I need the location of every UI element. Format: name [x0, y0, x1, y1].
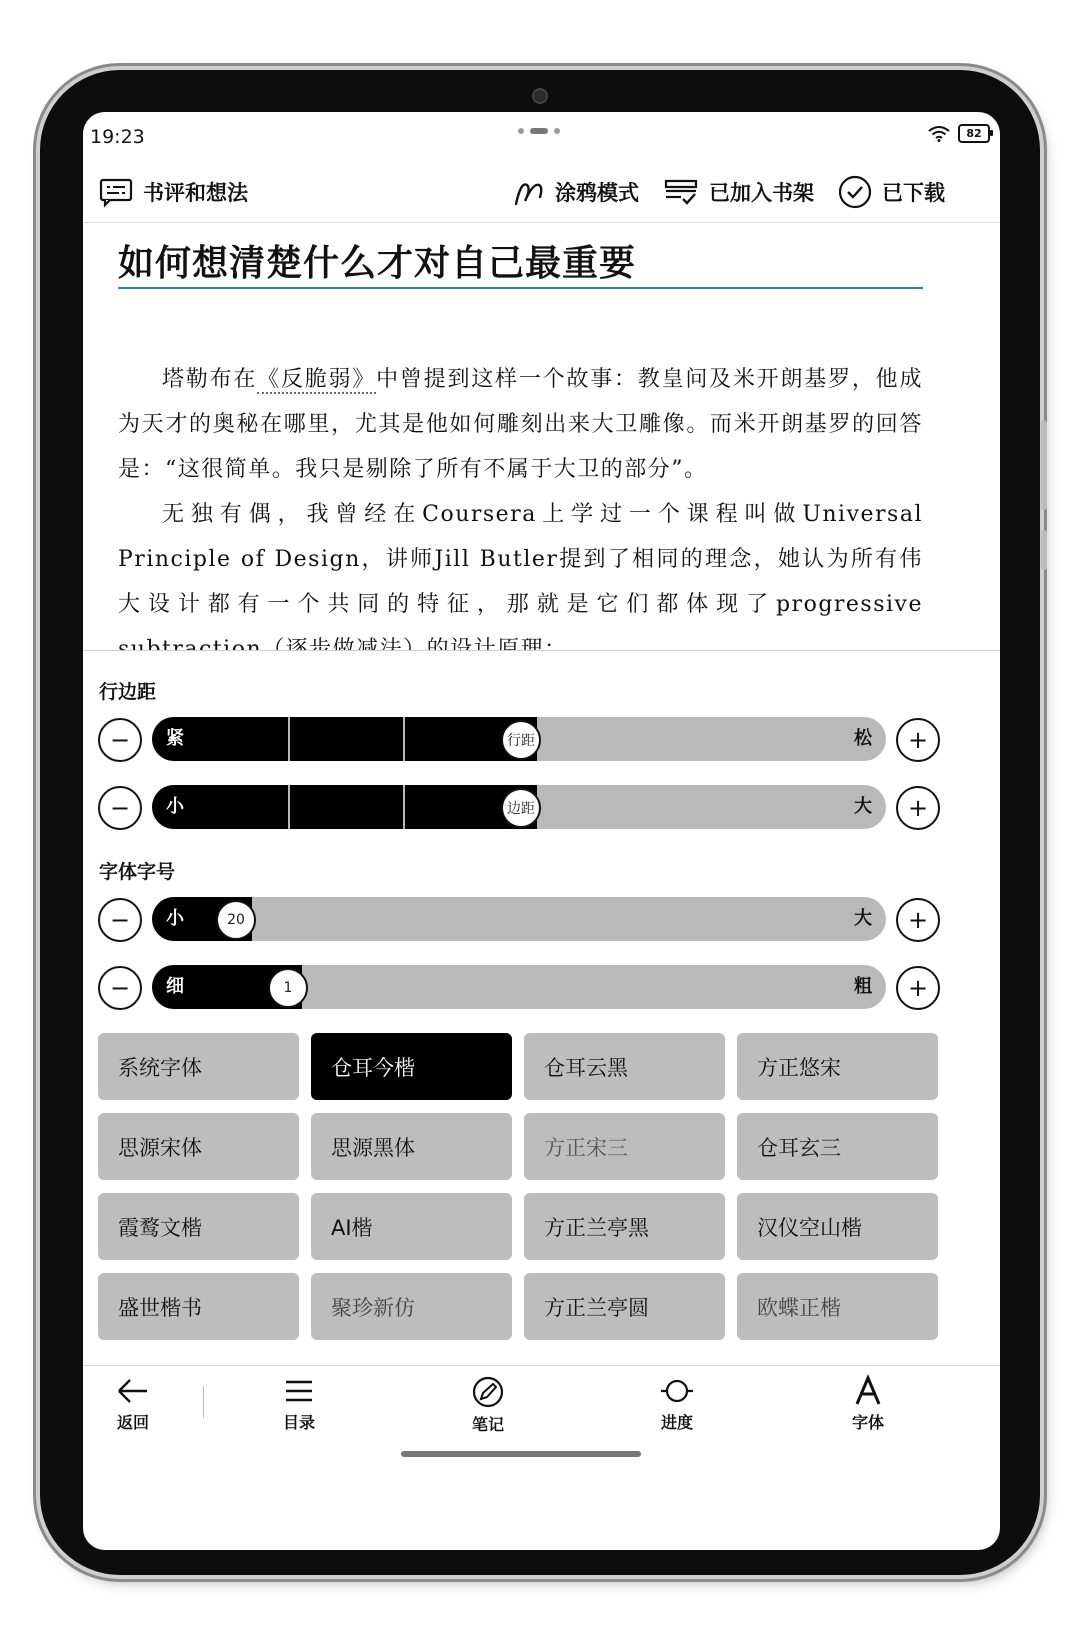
slider-max-label: 大: [854, 908, 872, 929]
font-option[interactable]: AI楷: [311, 1193, 512, 1260]
font-option[interactable]: 系统字体: [98, 1033, 299, 1100]
slider-knob[interactable]: 1: [268, 968, 308, 1008]
font-option[interactable]: 思源宋体: [98, 1113, 299, 1180]
slider-tick: [288, 785, 290, 829]
nav-notes[interactable]: [448, 1376, 528, 1435]
doodle-label: 涂鸦模式: [555, 181, 639, 205]
slider-tick: [403, 785, 405, 829]
font-weight-slider: [98, 965, 940, 1011]
multitask-indicator[interactable]: [518, 128, 560, 134]
nav-toc-label: 目录: [282, 1413, 315, 1432]
side-button: [1041, 420, 1047, 510]
font-weight-plus-button[interactable]: +: [896, 966, 940, 1010]
font-a-icon: [853, 1376, 883, 1406]
line-spacing-track[interactable]: [152, 717, 886, 761]
progress-icon: [659, 1376, 695, 1406]
article-body[interactable]: [118, 357, 923, 647]
font-size-slider: [98, 897, 940, 943]
side-button: [1041, 530, 1047, 570]
nav-back-label: 返回: [116, 1413, 149, 1432]
wifi-icon: [928, 126, 950, 142]
nav-separator: [203, 1386, 204, 1418]
slider-tick: [288, 717, 290, 761]
margin-plus-button[interactable]: +: [896, 786, 940, 830]
line-spacing-slider: [98, 717, 940, 763]
font-option[interactable]: 聚珍新仿: [311, 1273, 512, 1340]
margin-track[interactable]: [152, 785, 886, 829]
home-indicator[interactable]: [401, 1451, 641, 1457]
bookshelf-label: 已加入书架: [709, 181, 814, 205]
text-run: 中曾提到这样一个故事：教皇问及米开朗基罗，他成为天才的奥秘在哪里，尤其是他如何雕刻出来大卫雕像。而米开朗基罗的回答是：“这很简单。我只是剔除了所有不属于大卫的部分”。: [118, 367, 923, 482]
compass-pen-icon: [472, 1376, 504, 1408]
slider-fill: [152, 717, 537, 761]
font-option[interactable]: 方正兰亭黑: [524, 1193, 725, 1260]
font-option[interactable]: 欧蝶正楷: [737, 1273, 938, 1340]
font-size-track[interactable]: [152, 897, 886, 941]
nav-back[interactable]: [93, 1376, 173, 1433]
font-option[interactable]: 仓耳玄三: [737, 1113, 938, 1180]
bookshelf-icon: [663, 177, 699, 207]
comment-icon: [99, 178, 133, 206]
font-option[interactable]: 仓耳云黑: [524, 1033, 725, 1100]
status-time: 19:23: [90, 126, 145, 148]
margin-slider: [98, 785, 940, 831]
spacing-section-label: 行边距: [99, 681, 157, 703]
slider-min-label: 细: [166, 976, 184, 997]
slider-max-label: 大: [854, 796, 872, 817]
nav-progress-label: 进度: [660, 1413, 693, 1432]
nav-font-label: 字体: [851, 1413, 884, 1432]
slider-knob[interactable]: 边距: [501, 788, 541, 828]
slider-fill: [152, 785, 537, 829]
slider-min-label: 紧: [166, 728, 184, 749]
reader-toolbar: [83, 162, 1000, 223]
status-icons: [928, 124, 990, 143]
doodle-mode-button[interactable]: [513, 162, 639, 222]
font-option[interactable]: 汉仪空山楷: [737, 1193, 938, 1260]
reviews-button[interactable]: [99, 162, 248, 222]
slider-knob[interactable]: 20: [216, 900, 256, 940]
nav-progress[interactable]: [637, 1376, 717, 1433]
screen: [83, 112, 1000, 1550]
font-option[interactable]: 方正悠宋: [737, 1033, 938, 1100]
font-option[interactable]: 盛世楷书: [98, 1273, 299, 1340]
bottom-nav: [83, 1365, 1000, 1443]
font-family-grid: [98, 1033, 938, 1340]
slider-knob[interactable]: 行距: [501, 720, 541, 760]
text-run: 塔勒布在: [162, 367, 258, 392]
reviews-label: 书评和想法: [143, 181, 248, 205]
paragraph: 无独有偶，我曾经在Coursera上学过一个课程叫做Universal Principle of Design，讲师Jill Butler提到了相同的理念，她认为所有伟大设计都有一个共同的特征，那就是它们都体现了progressive: [118, 502, 923, 617]
title-divider: [118, 287, 923, 289]
font-section-label: 字体字号: [99, 861, 176, 883]
font-size-plus-button[interactable]: +: [896, 898, 940, 942]
font-option[interactable]: 思源黑体: [311, 1113, 512, 1180]
font-option[interactable]: 方正兰亭圆: [524, 1273, 725, 1340]
font-option[interactable]: 霞鹜文楷: [98, 1193, 299, 1260]
slider-min-label: 小: [166, 908, 184, 929]
downloaded-label: 已下载: [882, 181, 945, 205]
line-spacing-plus-button[interactable]: +: [896, 718, 940, 762]
check-circle-icon: [838, 175, 872, 209]
slider-max-label: 粗: [854, 976, 872, 997]
menu-icon: [284, 1376, 314, 1406]
chapter-title: 如何想清楚什么才对自己最重要: [118, 242, 637, 284]
font-option-selected[interactable]: 仓耳今楷: [311, 1033, 512, 1100]
slider-tick: [403, 717, 405, 761]
margin-minus-button[interactable]: −: [98, 786, 142, 830]
nav-toc[interactable]: [259, 1376, 339, 1433]
slider-max-label: 松: [854, 728, 872, 749]
font-size-minus-button[interactable]: −: [98, 898, 142, 942]
line-spacing-minus-button[interactable]: −: [98, 718, 142, 762]
slider-min-label: 小: [166, 796, 184, 817]
font-settings-panel: [83, 650, 1000, 1366]
pen-stroke-icon: [513, 177, 545, 207]
font-option[interactable]: 方正宋三: [524, 1113, 725, 1180]
arrow-left-icon: [116, 1376, 150, 1406]
nav-notes-label: 笔记: [471, 1415, 504, 1434]
downloaded-button[interactable]: [838, 162, 945, 222]
battery-icon: 82: [958, 124, 990, 143]
nav-font[interactable]: [828, 1376, 908, 1433]
font-weight-track[interactable]: [152, 965, 886, 1009]
paragraph: [118, 357, 923, 492]
book-reference[interactable]: 《反脆弱》: [257, 367, 377, 392]
font-weight-minus-button[interactable]: −: [98, 966, 142, 1010]
front-camera: [532, 88, 548, 104]
bookshelf-button[interactable]: [663, 162, 814, 222]
